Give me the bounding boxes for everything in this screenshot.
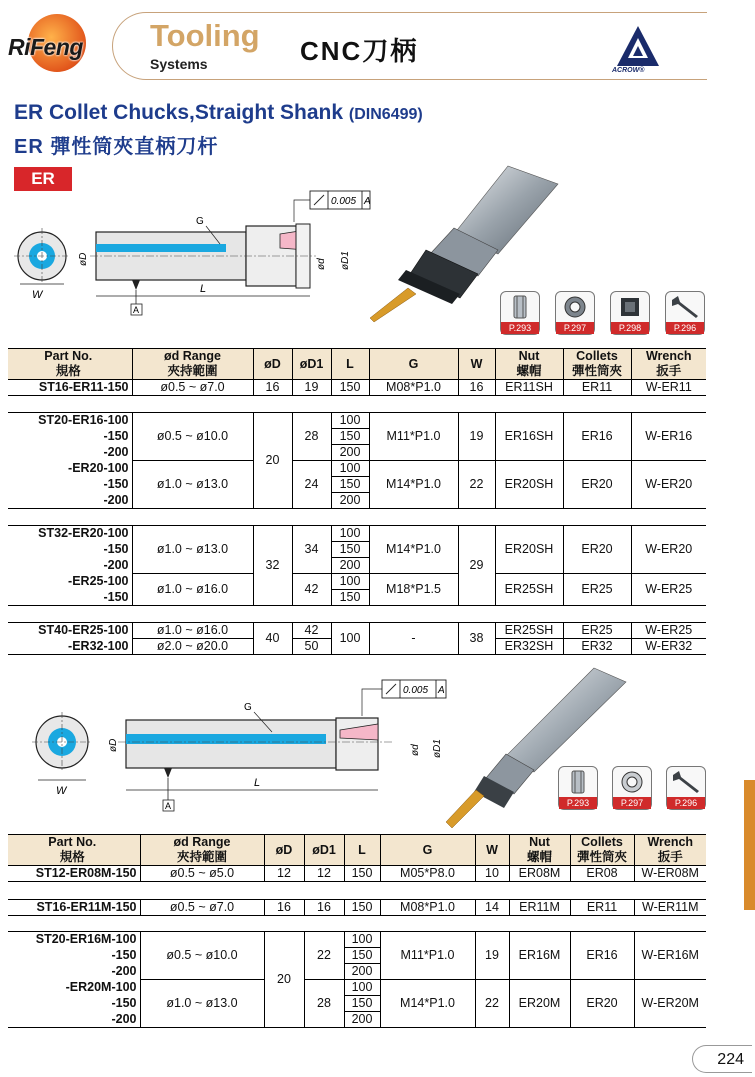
systems-subtitle: Systems [150,56,208,72]
w-value: 29 [458,526,495,606]
g-value: M08*P1.0 [380,900,475,916]
w-value: 19 [458,413,495,461]
ref-collet-box-2[interactable] [558,766,598,810]
table-spacer [8,396,706,413]
nut-value: ER20SH [495,461,563,509]
nut-value: ER11M [509,900,570,916]
dD-value: 12 [264,866,304,882]
th-W: W [475,835,509,866]
l-value: 150 [344,948,380,964]
title-en-text: ER Collet Chucks,Straight Shank [14,101,344,124]
wrench-value: W-ER32 [631,639,706,655]
th-d-range [132,349,253,380]
ref-page-label: P.297 [613,797,651,809]
ref-collet-box-1[interactable] [500,291,540,335]
th-wrench [634,835,706,866]
ref-page-label: P.293 [501,322,539,334]
ref-nut-box-2[interactable] [612,766,652,810]
part-number: ST20-ER16-100 [38,413,129,428]
th-dD: øD [264,835,304,866]
collet-value: ER25 [563,574,631,606]
dD-value: 40 [253,623,292,655]
g-value: M11*P1.0 [380,932,475,980]
acrow-label: ACROW® [612,67,645,74]
l-value: 100 [331,526,369,542]
ref-page-label: P.293 [559,797,597,809]
part-number: ST16-ER11-150 [38,380,129,394]
ref-wrench-box-2[interactable] [666,766,706,810]
d1-label-2: øD1 [432,739,443,758]
th-W: W [458,349,495,380]
table-spacer [8,882,706,900]
table-row [8,380,706,396]
d-range: ø0.5 ~ ø5.0 [140,866,264,882]
l-value: 200 [344,964,380,980]
l-value: 150 [331,477,369,493]
nut-value: ER32SH [495,639,563,655]
dD1-value: 42 [292,574,331,606]
l-value: 200 [331,445,369,461]
l-value: 150 [331,380,369,396]
d-label-1: øD [78,252,89,266]
nut-icon [556,292,594,322]
wrench-value: W-ER25 [631,623,706,639]
collet-value: ER11 [570,900,634,916]
collet-value: ER16 [570,932,634,980]
dD1-value: 19 [292,380,331,396]
wrench-icon [666,292,704,322]
part-number: -ER32-100 [68,638,129,653]
w-value: 16 [458,380,495,396]
table-row [8,900,706,916]
wrench-value: W-ER20M [634,980,706,1028]
d-range: ø2.0 ~ ø20.0 [132,639,253,655]
part-number: ST16-ER11M-150 [36,900,137,914]
part-number: -150 [111,996,137,1010]
g-value: M14*P1.0 [380,980,475,1028]
dD1-value: 22 [304,932,344,980]
collet-value: ER16 [563,413,631,461]
ref-page-label: P.296 [666,322,704,334]
part-number: -200 [111,964,137,978]
nut-value: ER20M [509,980,570,1028]
spec-table-2 [8,834,706,1028]
l-value: 150 [344,996,380,1012]
ref-spare-nut-box-1[interactable] [610,291,650,335]
dD1-value: 34 [292,526,331,574]
ref-page-label: P.297 [556,322,594,334]
ref-page-label: P.296 [667,797,705,809]
th-part-no-en: Part No. [48,835,97,849]
dD-value: 16 [264,900,304,916]
table-row [8,980,706,996]
l-value: 100 [331,461,369,477]
g-value: M11*P1.0 [369,413,458,461]
w-value: 22 [458,461,495,509]
table-row [8,623,706,639]
part-number: ST40-ER25-100 [38,623,129,638]
part-number: -150 [103,589,129,604]
l-value: 100 [331,413,369,429]
g-value: M08*P1.0 [369,380,458,396]
th-nut-en: Nut [518,349,540,363]
g-value: M14*P1.0 [369,461,458,509]
th-d-range-en: ød Range [164,349,221,363]
dd-label-2: ød [410,744,421,756]
th-dD: øD [253,349,292,380]
nut-value: ER25SH [495,623,563,639]
table-row [8,413,706,429]
wrench-value: W-ER16M [634,932,706,980]
table-row [8,574,706,590]
g-value: M05*P8.0 [380,866,475,882]
tolerance-datum-1: A [364,196,371,207]
dD1-value: 12 [304,866,344,882]
part-number: ST32-ER20-100 [38,526,129,541]
w-value: 14 [475,900,509,916]
collet-value: ER20 [563,461,631,509]
part-number: -ER25-100 [68,574,129,588]
th-part-no-cn: 規格 [55,364,81,378]
part-number: -150 [103,542,129,556]
th-wrench [631,349,706,380]
part-number: -ER20M-100 [65,980,137,994]
l-value: 150 [344,900,380,916]
wrench-icon [667,767,705,797]
table-spacer [8,509,706,526]
th-nut-cn: 螺帽 [516,364,542,378]
page-number: 224 [692,1045,752,1073]
d-range: ø1.0 ~ ø13.0 [132,526,253,574]
part-number: -200 [103,445,129,459]
cnc-title: CNC刀柄 [300,36,419,66]
th-nut-cn: 螺帽 [526,850,552,864]
th-d-range-en: ød Range [173,835,231,849]
th-collets-cn: 彈性筒夾 [576,850,627,864]
d-range: ø1.0 ~ ø16.0 [132,574,253,606]
th-wrench-en: Wrench [647,835,694,849]
th-collets [570,835,634,866]
acrow-logo-icon [615,24,661,68]
dD-value: 20 [264,932,304,1028]
ref-wrench-box-1[interactable] [665,291,705,335]
dD1-value: 50 [292,639,331,655]
l-value: 200 [331,493,369,509]
table-row [8,866,706,882]
collet-value: ER20 [570,980,634,1028]
wrench-value: W-ER16 [631,413,706,461]
nut-value: ER25SH [495,574,563,606]
datum-a-label-2: A [165,801,172,811]
technical-drawing-1 [10,186,370,321]
tooling-title: Tooling [150,18,260,53]
th-part-no-cn: 規格 [59,850,85,864]
table-spacer [8,606,706,623]
d-range: ø1.0 ~ ø16.0 [132,623,253,639]
collet-value: ER32 [563,639,631,655]
l-label-2: L [254,777,261,789]
w-label-1: W [32,289,43,301]
th-L: L [344,835,380,866]
th-wrench-en: Wrench [645,349,692,363]
th-nut [495,349,563,380]
g-value: M18*P1.5 [369,574,458,606]
collet-value: ER25 [563,623,631,639]
ref-page-label: P.298 [611,322,649,334]
w-value: 19 [475,932,509,980]
dD-value: 20 [253,413,292,509]
l-value: 150 [344,866,380,882]
page-title-cn: ER 彈性筒夾直柄刀杆 [14,136,219,158]
th-dD1: øD1 [292,349,331,380]
part-number: -150 [103,429,129,443]
nut-value: ER20SH [495,526,563,574]
nut-value: ER11SH [495,380,563,396]
dD1-value: 16 [304,900,344,916]
l-value: 100 [331,574,369,590]
dD-value: 16 [253,380,292,396]
d-range: ø0.5 ~ ø10.0 [140,932,264,980]
collet-value: ER20 [563,526,631,574]
tolerance-datum-2: A [438,685,445,696]
l-label-1: L [200,283,207,295]
th-collets-en: Collets [581,835,623,849]
w-value: 38 [458,623,495,655]
nut-icon [613,767,651,797]
table-row [8,461,706,477]
th-part-no [8,349,132,380]
d-range: ø0.5 ~ ø7.0 [140,900,264,916]
th-wrench-cn: 扳手 [657,850,683,864]
spec-table-1 [8,348,706,655]
table-header-row [8,349,706,380]
dD1-value: 24 [292,461,331,509]
part-number: -150 [103,477,129,491]
d-range: ø0.5 ~ ø7.0 [132,380,253,396]
l-value: 100 [344,980,380,996]
th-d-range-cn: 夾持範圍 [176,850,227,864]
th-d-range-cn: 夾持範圍 [167,364,218,378]
collet-icon [559,767,597,797]
ref-nut-box-1[interactable] [555,291,595,335]
d-label-2: øD [108,738,119,752]
th-collets-cn: 彈性筒夾 [571,364,622,378]
part-number: ST20-ER16M-100 [35,932,137,947]
technical-drawing-2 [22,672,454,814]
th-collets [563,349,631,380]
th-part-no [8,835,140,866]
table-header-row [8,835,706,866]
table-spacer [8,916,706,932]
l-value: 200 [344,1012,380,1028]
g-label-2: G [244,702,252,713]
part-number: ST12-ER08M-150 [35,866,137,880]
th-nut-en: Nut [529,835,550,849]
collet-icon [501,292,539,322]
dD1-value: 28 [304,980,344,1028]
l-value: 150 [331,590,369,606]
g-value: M14*P1.0 [369,526,458,574]
l-value: 100 [344,932,380,948]
nut-value: ER16M [509,932,570,980]
er-badge: ER [14,167,72,191]
th-nut [509,835,570,866]
th-wrench-cn: 扳手 [656,364,682,378]
l-value: 150 [331,542,369,558]
part-number: -ER20-100 [68,461,129,475]
datum-a-label-1: A [133,305,140,315]
d-range: ø0.5 ~ ø10.0 [132,413,253,461]
wrench-value: W-ER20 [631,461,706,509]
wrench-value: W-ER11 [631,380,706,396]
wrench-value: W-ER08M [634,866,706,882]
dD1-value: 42 [292,623,331,639]
tolerance-value-2: 0.005 [403,685,429,696]
th-G: G [380,835,475,866]
collet-value: ER11 [563,380,631,396]
d1-label-1: øD1 [340,251,351,270]
th-part-no-en: Part No. [44,349,93,363]
page-title-en [14,101,423,125]
w-label-2: W [56,785,67,797]
hex-nut-icon [611,292,649,322]
collet-value: ER08 [570,866,634,882]
brand-logo-text: RiFeng [8,34,83,60]
table-row [8,932,706,948]
table-row [8,526,706,542]
w-value: 10 [475,866,509,882]
wrench-value: W-ER11M [634,900,706,916]
th-dD1: øD1 [304,835,344,866]
w-value: 22 [475,980,509,1028]
dD-value: 32 [253,526,292,606]
th-G: G [369,349,458,380]
l-value: 200 [331,558,369,574]
wrench-value: W-ER20 [631,526,706,574]
g-label-1: G [196,216,204,227]
section-side-tab [744,780,755,910]
wrench-value: W-ER25 [631,574,706,606]
part-number: -150 [111,948,137,962]
th-d-range [140,835,264,866]
product-photo-collet-chuck-2 [444,662,634,832]
nut-value: ER16SH [495,413,563,461]
part-number: -200 [111,1011,137,1026]
nut-value: ER08M [509,866,570,882]
dd-label-1: ød [316,258,327,270]
l-value: 100 [331,623,369,655]
g-value: - [369,623,458,655]
l-value: 150 [331,429,369,445]
th-L: L [331,349,369,380]
part-number: -200 [103,492,129,507]
part-number: -200 [103,558,129,572]
th-collets-en: Collets [576,349,618,363]
d-range: ø1.0 ~ ø13.0 [140,980,264,1028]
din-label: (DIN6499) [348,106,423,123]
dD1-value: 28 [292,413,331,461]
tolerance-value-1: 0.005 [331,196,357,207]
d-range: ø1.0 ~ ø13.0 [132,461,253,509]
